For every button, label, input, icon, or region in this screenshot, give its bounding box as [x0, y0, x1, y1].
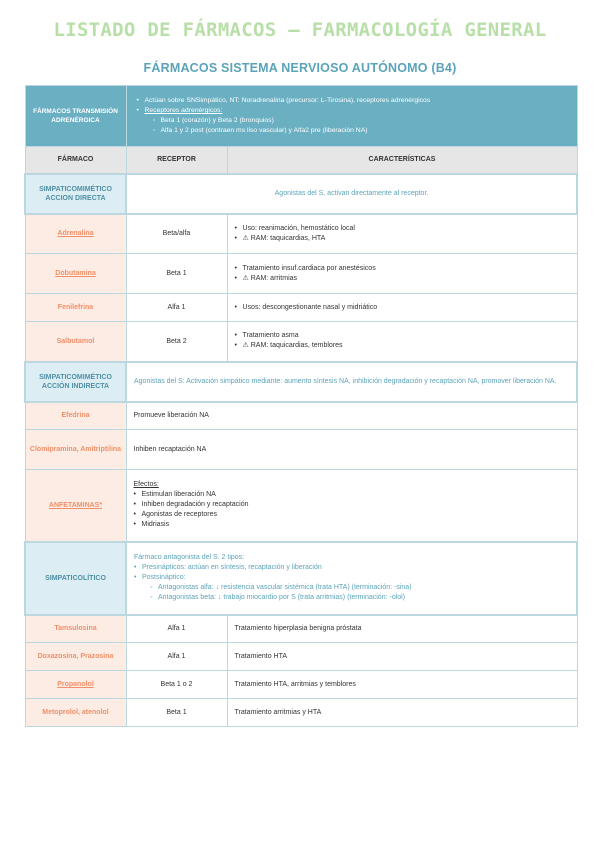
category-row	[25, 362, 577, 402]
drug-name: Fenilefrina	[25, 294, 126, 322]
intro-sub-bullet: ◦ Alfa 1 y 2 post (contraen ms liso vascular) y Alfa2 pre (liberación NA)	[153, 126, 567, 136]
receptor: Beta/alfa	[126, 214, 227, 254]
drug-name[interactable]: ANFETAMINAS*	[25, 470, 126, 542]
features: Efectos: • Estimulan liberación NA • Inhiben degradación y recaptación • Agonistas de receptores • Midriasis	[126, 470, 577, 542]
drug-name: Efedrina	[25, 402, 126, 430]
drug-name: Clomipramina, Amitriptilina	[25, 430, 126, 470]
drug-name[interactable]: Propanolol	[25, 671, 126, 699]
header-row	[25, 147, 577, 174]
document-title: LISTADO DE FÁRMACOS – FARMACOLOGÍA GENERAL	[53, 19, 547, 41]
drug-name: Tamsulosina	[25, 615, 126, 643]
intro-row	[25, 86, 577, 147]
category-label: SIMPATICOMIMÉTICO ACCIÓN INDIRECTA	[25, 362, 126, 402]
table-row	[25, 470, 577, 542]
table-row	[25, 322, 577, 362]
warning-icon: ⚠	[242, 274, 249, 282]
effects-title: Efectos:	[133, 481, 159, 489]
intro-bullet: • Actúan sobre SNSimpático, NT: Noradrenalina (precursor: L-Tirosina), receptores adrenérgicos	[137, 96, 567, 106]
warning-icon: ⚠	[242, 342, 249, 350]
features: Tratamiento HTA, arritmias y temblores	[227, 671, 577, 699]
table-row	[25, 671, 577, 699]
drug-name: Doxazosina, Prazosina	[25, 643, 126, 671]
drug-table	[24, 85, 578, 727]
category-label: SIMPATICOLÍTICO	[25, 542, 126, 615]
section-subtitle: FÁRMACOS SISTEMA NERVIOSO AUTÓNOMO (B4)	[143, 61, 457, 75]
warning-icon: ⚠	[242, 234, 249, 242]
category-row	[25, 542, 577, 615]
receptor: Alfa 1	[126, 615, 227, 643]
receptor: Alfa 1	[126, 643, 227, 671]
category-label: SIMPATICOMIMÉTICO ACCION DIRECTA	[25, 174, 126, 214]
table-row	[25, 615, 577, 643]
receptor: Beta 2	[126, 322, 227, 362]
features: • Uso: reanimación, hemostático local • ⚠ RAM: taquicardias, HTA	[227, 214, 577, 254]
features: Promueve liberación NA	[126, 402, 577, 430]
intro-sub-bullet: ◦ Beta 1 (corazón) y Beta 2 (bronquios)	[153, 116, 567, 126]
intro-text	[126, 86, 577, 147]
header-features: CARACTERÍSTICAS	[227, 147, 577, 174]
header-drug: FÁRMACO	[25, 147, 126, 174]
table-row	[25, 430, 577, 470]
drug-name[interactable]: Dobutamina	[25, 254, 126, 294]
category-description: Agonistas del S, activan directamente al receptor.	[126, 174, 577, 214]
table-row	[25, 214, 577, 254]
receptor: Alfa 1	[126, 294, 227, 322]
table-row	[25, 643, 577, 671]
features: • Tratamiento asma • ⚠ RAM: taquicardias, temblores	[227, 322, 577, 362]
features: • Tratamiento insuf.cardiaca por anestésicos • ⚠ RAM: arritmias	[227, 254, 577, 294]
intro-bullet-label: Receptores adrenérgicos:	[144, 107, 223, 114]
category-description: Fármaco antagonista del S. 2 tipos: • Presinápticos: actúan en síntesis, recaptación y liberación • Postsináptico: ◦ Antagonistas alfa: ↓ resistencia vascular sistémica (trata HTA) (terminación: -sina) ◦ Antagonistas beta: ↓ trabajo miocardio por S (trata arritmias) (terminación: -olol)	[126, 542, 577, 615]
table-row	[25, 294, 577, 322]
features: Tratamiento hiperplasia benigna próstata	[227, 615, 577, 643]
features: Tratamiento HTA	[227, 643, 577, 671]
drug-name: Metoprolol, atenolol	[25, 699, 126, 727]
receptor: Beta 1	[126, 699, 227, 727]
drug-name: Salbutamol	[25, 322, 126, 362]
receptor: Beta 1	[126, 254, 227, 294]
features: Inhiben recaptación NA	[126, 430, 577, 470]
intro-bullet	[137, 106, 567, 116]
header-receptor: RECEPTOR	[126, 147, 227, 174]
receptor: Beta 1 o 2	[126, 671, 227, 699]
category-description: Agonistas del S: Activación simpático mediante: aumento síntesis NA, inhibición degradación y recaptación NA, promover liberación NA.	[126, 362, 577, 402]
category-row	[25, 174, 577, 214]
table-row	[25, 402, 577, 430]
features: Tratamiento arritmias y HTA	[227, 699, 577, 727]
table-row	[25, 254, 577, 294]
category-intro: Fármaco antagonista del S. 2 tipos:	[134, 554, 245, 561]
features: • Usos: descongestionante nasal y midriático	[227, 294, 577, 322]
table-row	[25, 699, 577, 727]
drug-name[interactable]: Adrenalina	[25, 214, 126, 254]
intro-label: FÁRMACOS TRANSMISIÓN ADRENÉRGICA	[25, 86, 126, 147]
